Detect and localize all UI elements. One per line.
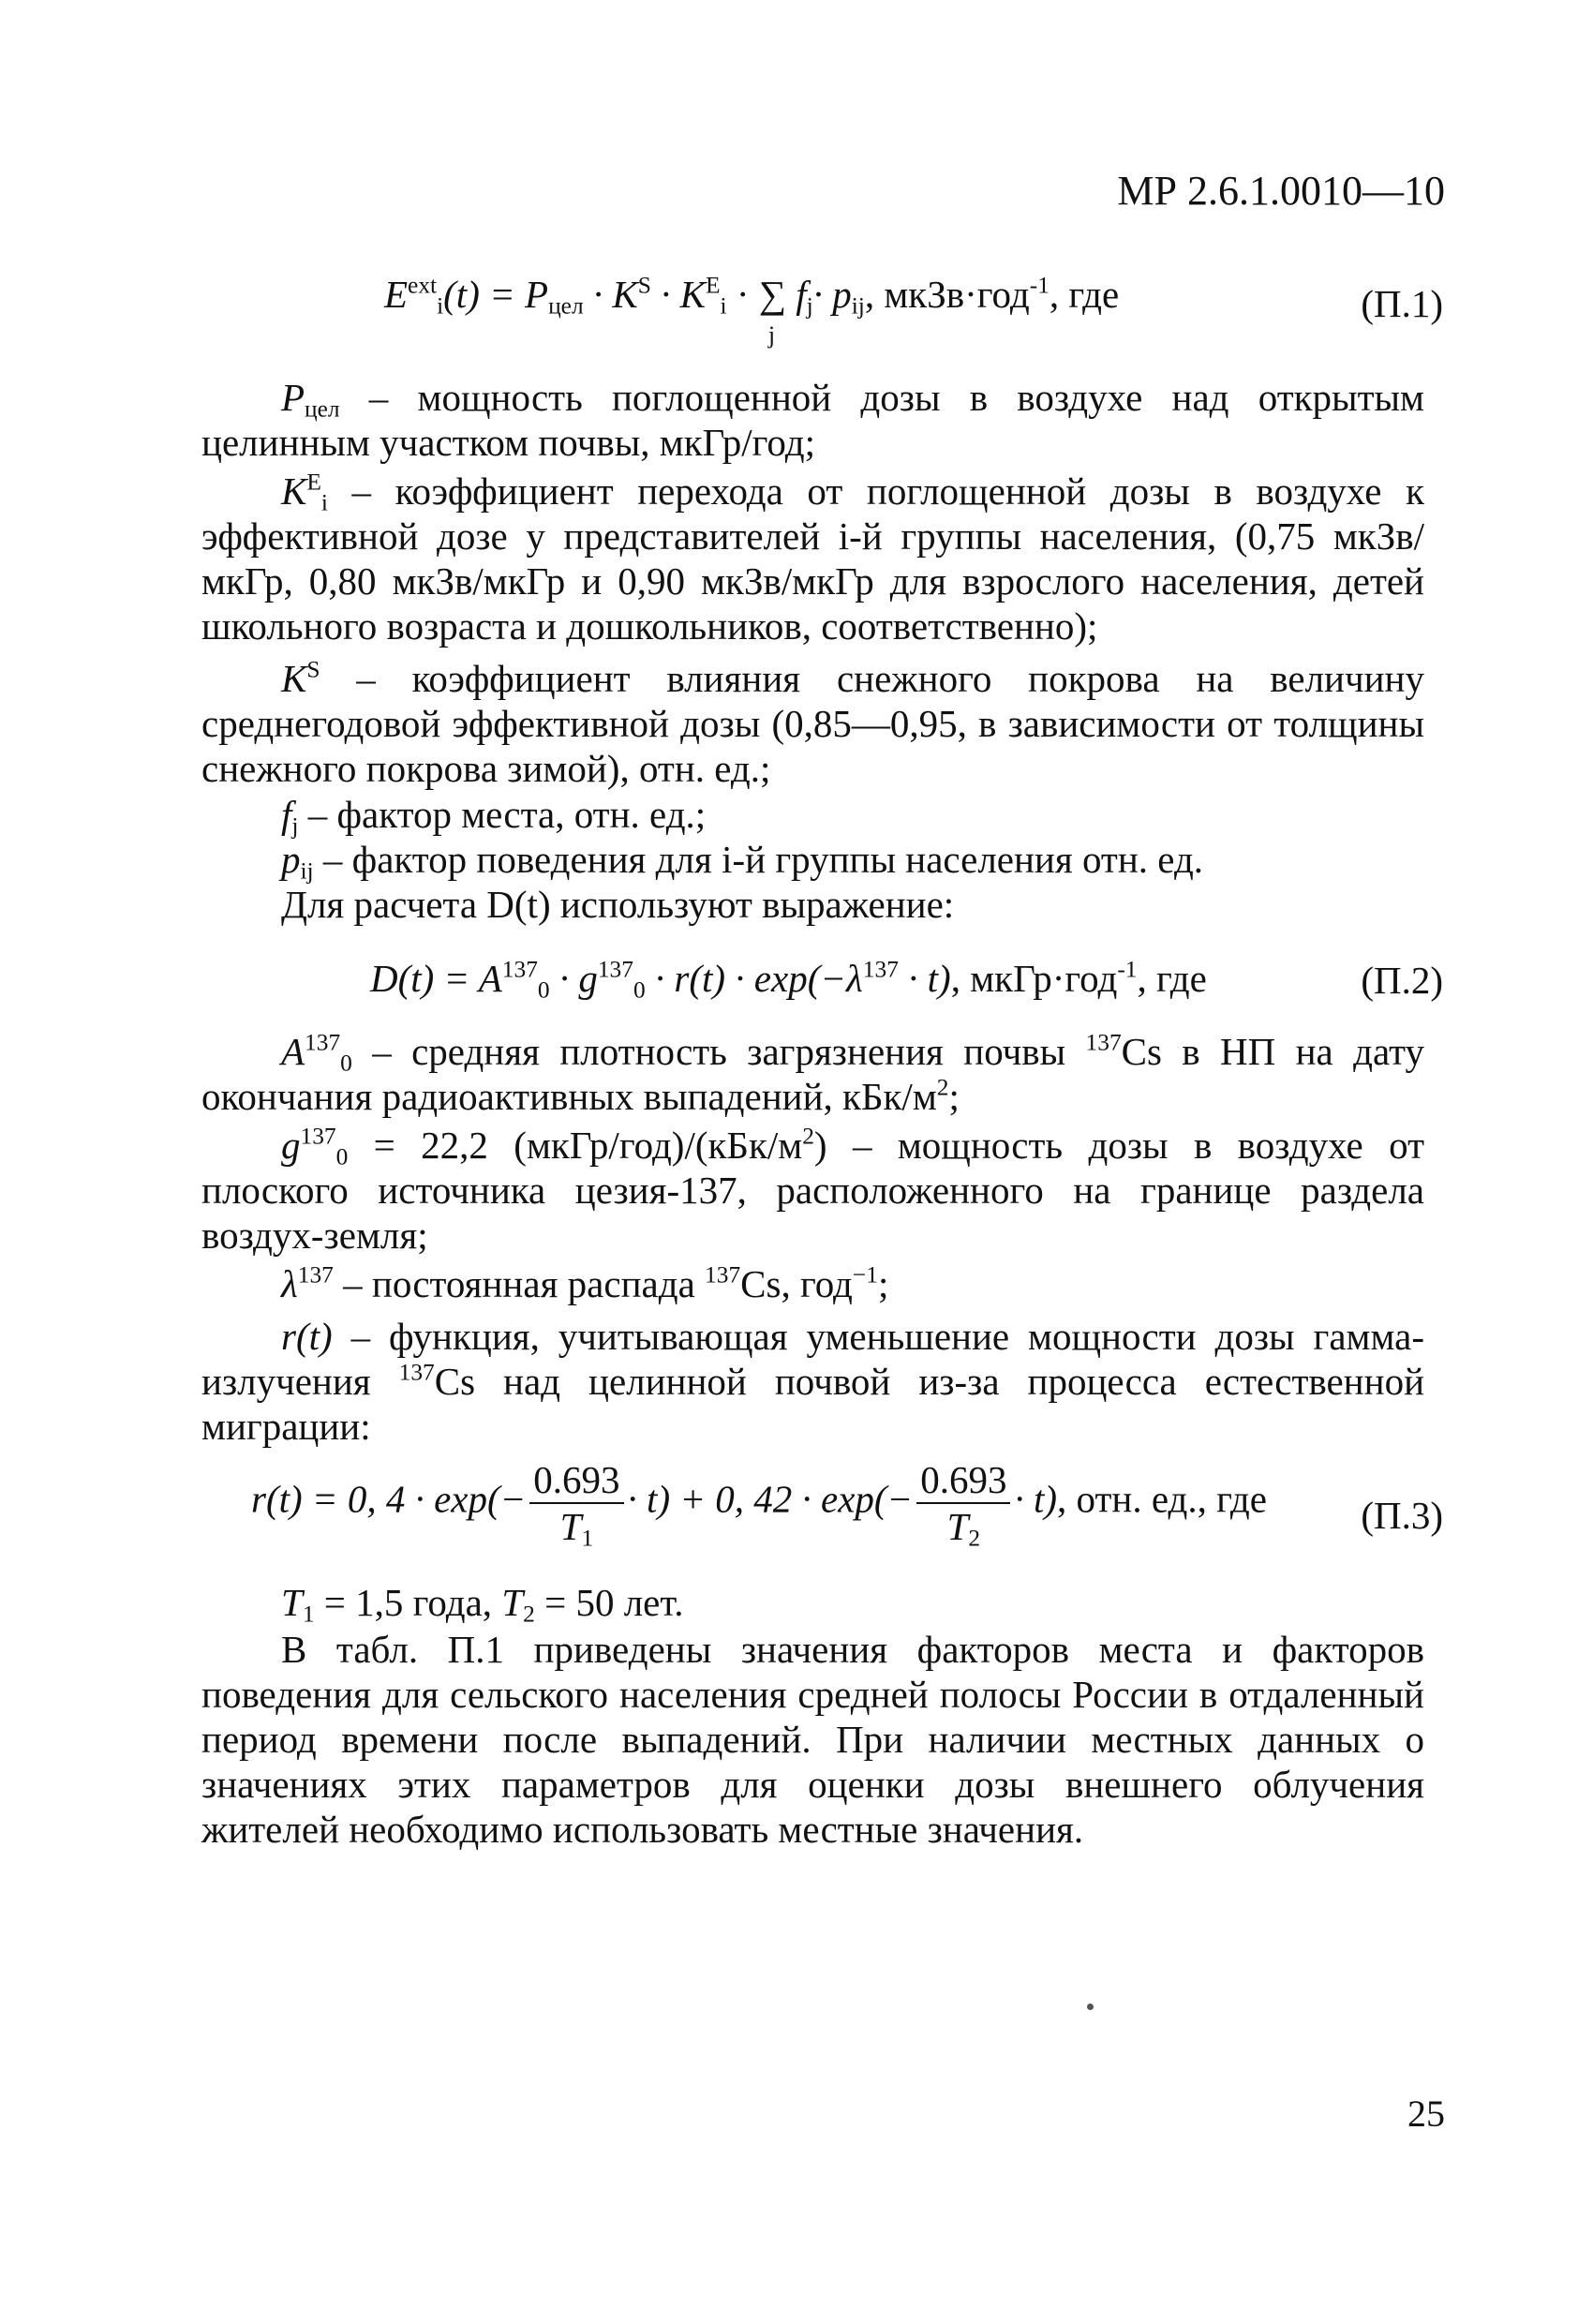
definition-k-s: $K^S$ – коэффициент влияния снежного покрова на величину среднегодовой эффективной дозы (0,85—0,95, в зависимости от толщины снежного покрова зимой), отн. ед.;	[201, 656, 1424, 790]
definition-a0-137: $A^{137}_0$ – средняя плотность загрязнения почвы $^{137}$Cs в НП на дату окончания радиоактивных выпадений, кБк/$м^2$;	[201, 1029, 1424, 1118]
definition-p-cel: $P_{цел}$ – мощность поглощенной дозы в воздухе над открытым целинным участком почвы, мкГр/год;	[201, 376, 1424, 464]
formula-p1: $E^{ext}_i(t) = P_{цел} \cdot K^S \cdot K^E_i$ · ∑ j $f_j\cdot p_{ij}$, мкЗв·год$^{-1}$, где	[384, 272, 1120, 349]
document-code: МР 2.6.1.0010—10	[1117, 168, 1445, 214]
definition-r-t: r(t) – функция, учитывающая уменьшение мощности дозы гамма-излучения $^{137}$Cs над целинной почвой из-за процесса естественной миграции:	[201, 1315, 1425, 1448]
equation-number-p3: (П.3)	[1361, 1494, 1443, 1537]
formula-p3: r(t) = 0, 4 · exp(− $\frac{0.693}{T_1}$ · t) + 0, 42 · exp(− $\frac{0.693}{T_2}$ · t), отн. ед., где	[251, 1458, 1267, 1552]
definition-f-j: $f_j$ – фактор места, отн. ед.;	[281, 793, 707, 840]
formula-p2: $D(t) = A^{137}_0 \cdot g^{137}_0 \cdot r(t) \cdot \exp(-\lambda^{137} \cdot t)$, мкГр·год$^{-1}$, где	[370, 956, 1207, 1004]
equation-number-p1: (П.1)	[1361, 282, 1443, 325]
definition-k-e: $K^E_i$ – коэффициент перехода от поглощенной дозы в воздухе к эффективной дозе у представителей i-й группы населения, (0,75 мкЗв/мкГр, 0,80 мкЗв/мкГр и 0,90 мкЗв/мкГр для взрослого населения, детей школьного возраста и дошкольников, соответственно);	[201, 469, 1424, 648]
fraction-1: $\frac{0.693}{T_1}$	[529, 1457, 623, 1549]
page-number: 25	[1407, 2093, 1445, 2135]
intro-d-t: Для расчета D(t) используют выражение:	[281, 883, 955, 926]
definition-g0-137: $g^{137}_0 = 22,2$ $(мкГр/год)/(кБк/м^2)$ – мощность дозы в воздухе от плоского источника цезия-137, расположенного на границе раздела воздух-земля;	[201, 1123, 1424, 1257]
closing-paragraph: В табл. П.1 приведены значения факторов места и факторов поведения для сельского населения средней полосы России в отдаленный период времени после выпадений. При наличии местных данных о значениях этих параметров для оценки дозы внешнего облучения жителей необходимо использовать местные значения.	[201, 1628, 1424, 1851]
definition-p-ij: $p_{ij}$ – фактор поведения для i-й группы населения отн. ед.	[281, 838, 1204, 885]
equation-number-p2: (П.2)	[1361, 959, 1443, 1002]
definition-lambda-137: $\lambda^{137}$ – постоянная распада $^{137}$Cs, год$^{-1}$;	[281, 1261, 889, 1305]
fraction-2: $\frac{0.693}{T_2}$	[916, 1457, 1010, 1549]
scan-speck	[1087, 2004, 1094, 2010]
t-values: $T_1 = 1,5$ года, $T_2 = 50$ лет.	[281, 1581, 684, 1628]
